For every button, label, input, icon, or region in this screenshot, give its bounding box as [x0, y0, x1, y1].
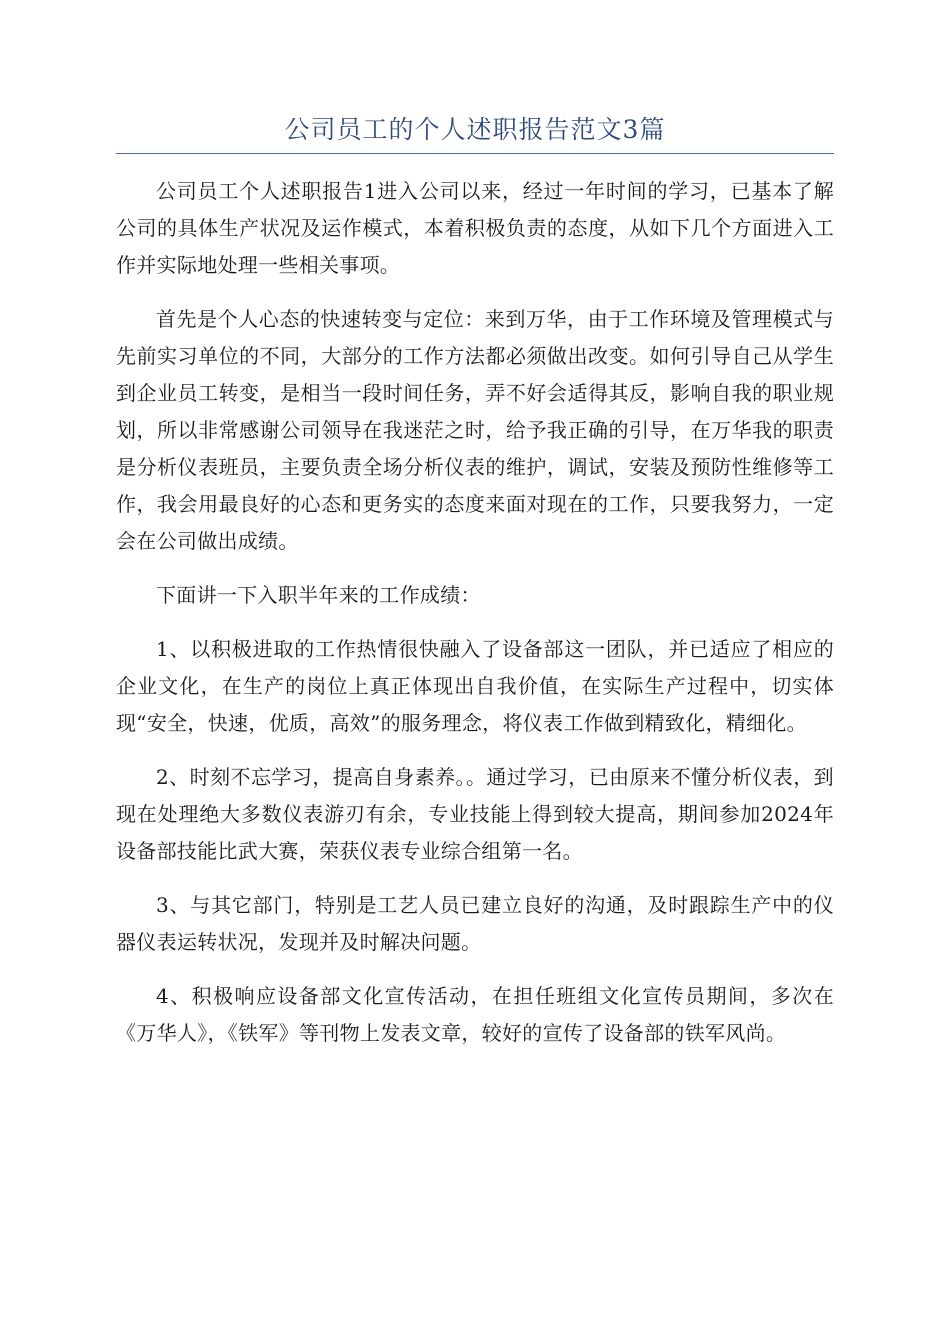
paragraph-item-2: 2、时刻不忘学习，提高自身素养。。通过学习，已由原来不懂分析仪表，到现在处理绝大多数仪表游刃有余，专业技能上得到较大提高，期间参加2024年设备部技能比武大赛，荣获仪表专业综合组第一名。 — [116, 765, 834, 863]
paragraph-item-3: 3、与其它部门，特别是工艺人员已建立良好的沟通，及时跟踪生产中的仪器仪表运转状况，发现并及时解决问题。 — [116, 893, 834, 954]
document-title: 公司员工的个人述职报告范文3篇 — [284, 115, 666, 144]
paragraph-mindset: 首先是个人心态的快速转变与定位：来到万华，由于工作环境及管理模式与先前实习单位的不同，大部分的工作方法都必须做出改变。如何引导自己从学生到企业员工转变，是相当一段时间任务，弄不好会适得其反，影响自我的职业规划，所以非常感谢公司领导在我迷茫之时，给予我正确的引导，在万华我的职责是分析仪表班员，主要负责全场分析仪表的维护，调试，安装及预防性维修等工作，我会用最良好的心态和更务实的态度来面对现在的工作，只要我努力，一定会在公司做出成绩。 — [116, 307, 834, 553]
paragraph-achievements-heading: 下面讲一下入职半年来的工作成绩： — [156, 583, 481, 607]
title-underline — [116, 153, 834, 154]
document-body — [116, 173, 834, 1069]
paragraph-item-1: 1、以积极进取的工作热情很快融入了设备部这一团队，并已适应了相应的企业文化，在生产的岗位上真正体现出自我价值，在实际生产过程中，切实体现“安全，快速，优质，高效”的服务理念，将仪表工作做到精致化，精细化。 — [116, 637, 834, 735]
paragraph-item-4: 4、积极响应设备部文化宣传活动，在担任班组文化宣传员期间，多次在《万华人》，《铁军》等刊物上发表文章，较好的宣传了设备部的铁军风尚。 — [116, 984, 834, 1045]
paragraph-intro: 公司员工个人述职报告1进入公司以来，经过一年时间的学习，已基本了解公司的具体生产状况及运作模式，本着积极负责的态度，从如下几个方面进入工作并实际地处理一些相关事项。 — [116, 179, 834, 277]
